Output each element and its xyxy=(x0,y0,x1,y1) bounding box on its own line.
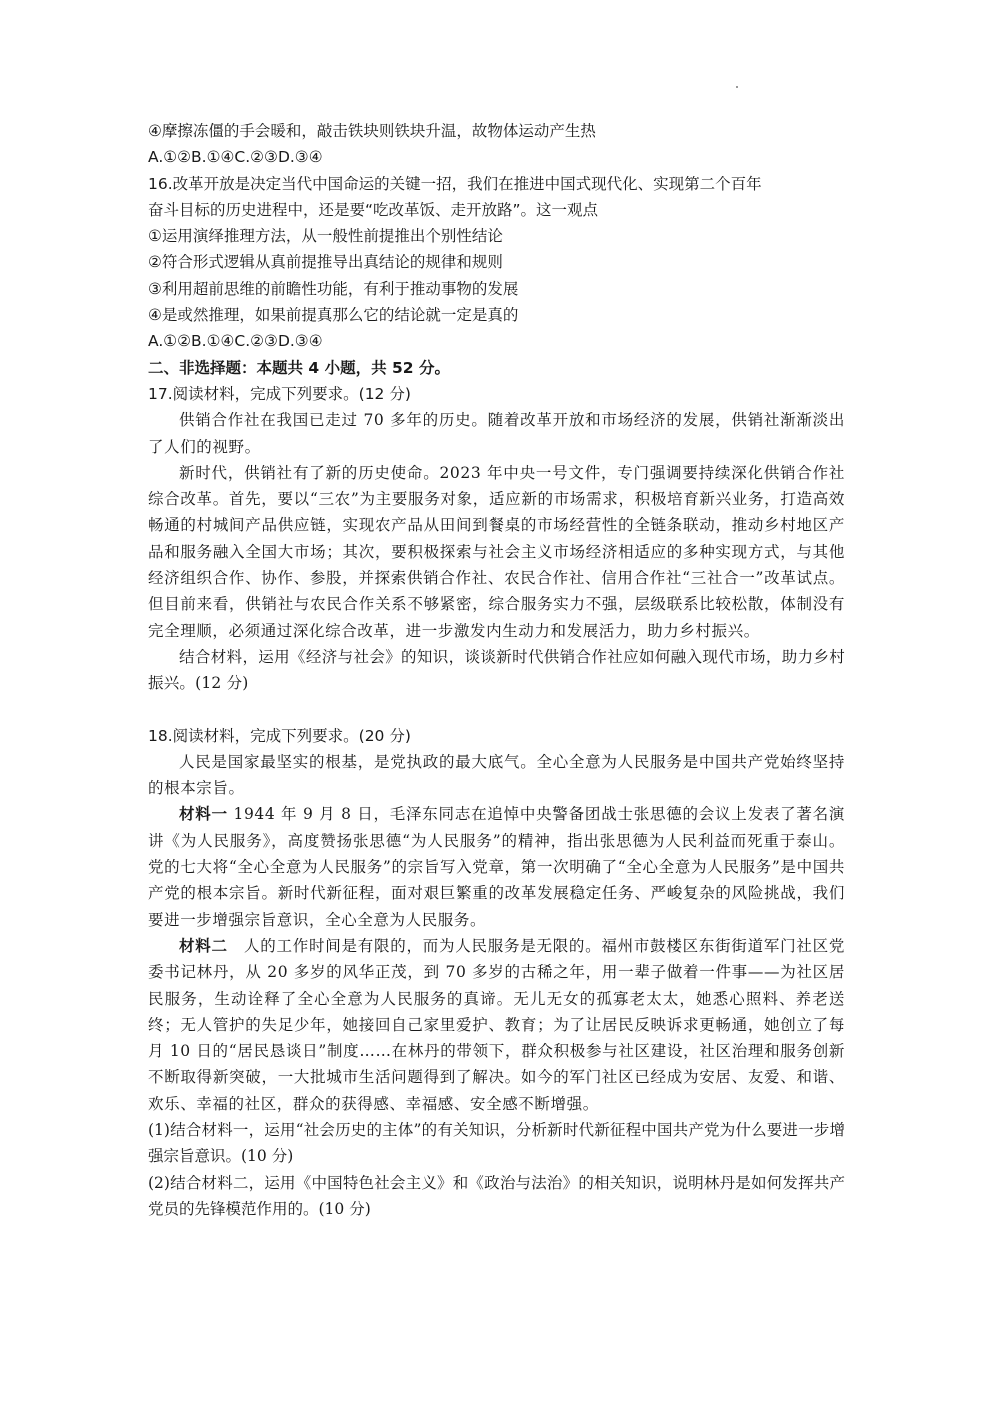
q17-title: 17.阅读材料，完成下列要求。(12 分) xyxy=(148,384,411,403)
q15-option-4: ④摩擦冻僵的手会暖和，敲击铁块则铁块升温，故物体运动产生热 xyxy=(148,122,596,140)
section-2-heading: 二、非选择题：本题共 4 小题，共 52 分。 xyxy=(148,358,450,377)
q18-intro: 人民是国家最坚实的根基，是党执政的最大底气。全心全意为人民服务是中国共产党始终坚持的根本宗旨。 xyxy=(148,752,845,798)
q18-material-1 xyxy=(148,801,845,932)
q16-choices: A.①②B.①④C.②③D.③④ xyxy=(148,332,323,351)
q18-subquestion-2: (2)结合材料二，运用《中国特色社会主义》和《政治与法治》的相关知识，说明林丹是如何发挥共产党员的先锋模范作用的。(10 分) xyxy=(148,1173,845,1218)
q15-choices: A.①②B.①④C.②③D.③④ xyxy=(148,148,323,167)
q16-stem-line-1: 16.改革开放是决定当代中国命运的关键一招，我们在推进中国式现代化、实现第二个百年 xyxy=(148,174,762,193)
q18-material-2 xyxy=(148,933,845,1117)
q16-option-1: ①运用演绎推理方法，从一般性前提推出个别性结论 xyxy=(148,227,503,246)
q16-stem-line-2: 奋斗目标的历史进程中，还是要“吃改革饭、走开放路”。这一观点 xyxy=(148,200,599,219)
scan-speck xyxy=(736,86,738,88)
q17-paragraph-1: 供销合作社在我国已走过 70 多年的历史。随着改革开放和市场经济的发展，供销社渐渐淡出了人们的视野。 xyxy=(148,411,845,456)
material-2-text: 人的工作时间是有限的，而为人民服务是无限的。福州市鼓楼区东街街道军门社区党委书记林丹，从 20 多岁的风华正茂，到 70 多岁的古稀之年，用一辈子做着一件事——为社区居民服务，生动诠释了全心全意为人民服务的真谛。无儿无女的孤寡老太太，她悉心照料、养老送终；无人管护的失足少年，她接回自己家里爱护、教育；为了让居民反映诉求更畅通，她创立了每月 10 日的“居民恳谈日”制度……在林丹的带领下，群众积极参与社区建设，社区治理和服务创新不断取得新突破，一大批城市生活问题得到了解决。如今的军门社区已经成为安居、友爱、和谐、欢乐、幸福的社区，群众的获得感、幸福感、安全感不断增强。 xyxy=(148,936,845,1113)
q17-paragraph-2: 新时代，供销社有了新的历史使命。2023 年中央一号文件，专门强调要持续深化供销合作社综合改革。首先，要以“三农”为主要服务对象，适应新的市场需求，积极培育新兴业务，打造高效畅通的村城间产品供应链，实现农产品从田间到餐桌的市场经营性的全链条联动，推动乡村地区产品和服务融入全国大市场；其次，要积极探索与社会主义市场经济相适应的多种实现方式，与其他经济组织合作、协作、参股，并探索供销合作社、农民合作社、信用合作社“三社合一”改革试点。但目前来看，供销社与农民合作关系不够紧密，综合服务实力不强，层级联系比较松散，体制没有完全理顺，必须通过深化综合改革，进一步激发内生动力和发展活力，助力乡村振兴。 xyxy=(148,463,845,640)
q16-option-4: ④是或然推理，如果前提真那么它的结论就一定是真的 xyxy=(148,306,519,325)
material-1-label: 材料一 xyxy=(179,804,228,824)
q17-task: 结合材料，运用《经济与社会》的知识，谈谈新时代供销合作社应如何融入现代市场，助力乡村振兴。(12 分) xyxy=(148,647,845,693)
material-2-label: 材料二 xyxy=(179,935,228,955)
q18-title: 18.阅读材料，完成下列要求。(20 分) xyxy=(148,726,411,745)
q18-subquestion-1: (1)结合材料一，运用“社会历史的主体”的有关知识，分析新时代新征程中国共产党为什么要进一步增强宗旨意识。(10 分) xyxy=(148,1120,845,1166)
material-1-text: 1944 年 9 月 8 日，毛泽东同志在追悼中央警备团战士张思德的会议上发表了著名演讲《为人民服务》，高度赞扬张思德“为人民服务”的精神，指出张思德为人民利益而死重于泰山。党的七大将“全心全意为人民服务”的宗旨写入党章，第一次明确了“全心全意为人民服务”是中国共产党的根本宗旨。新时代新征程，面对艰巨繁重的改革发展稳定任务、严峻复杂的风险挑战，我们要进一步增强宗旨意识，全心全意为人民服务。 xyxy=(148,805,845,929)
spacer xyxy=(148,697,845,723)
q16-option-2: ②符合形式逻辑从真前提推导出真结论的规律和规则 xyxy=(148,253,503,272)
q16-option-3: ③利用超前思维的前瞻性功能，有利于推动事物的发展 xyxy=(148,279,519,298)
